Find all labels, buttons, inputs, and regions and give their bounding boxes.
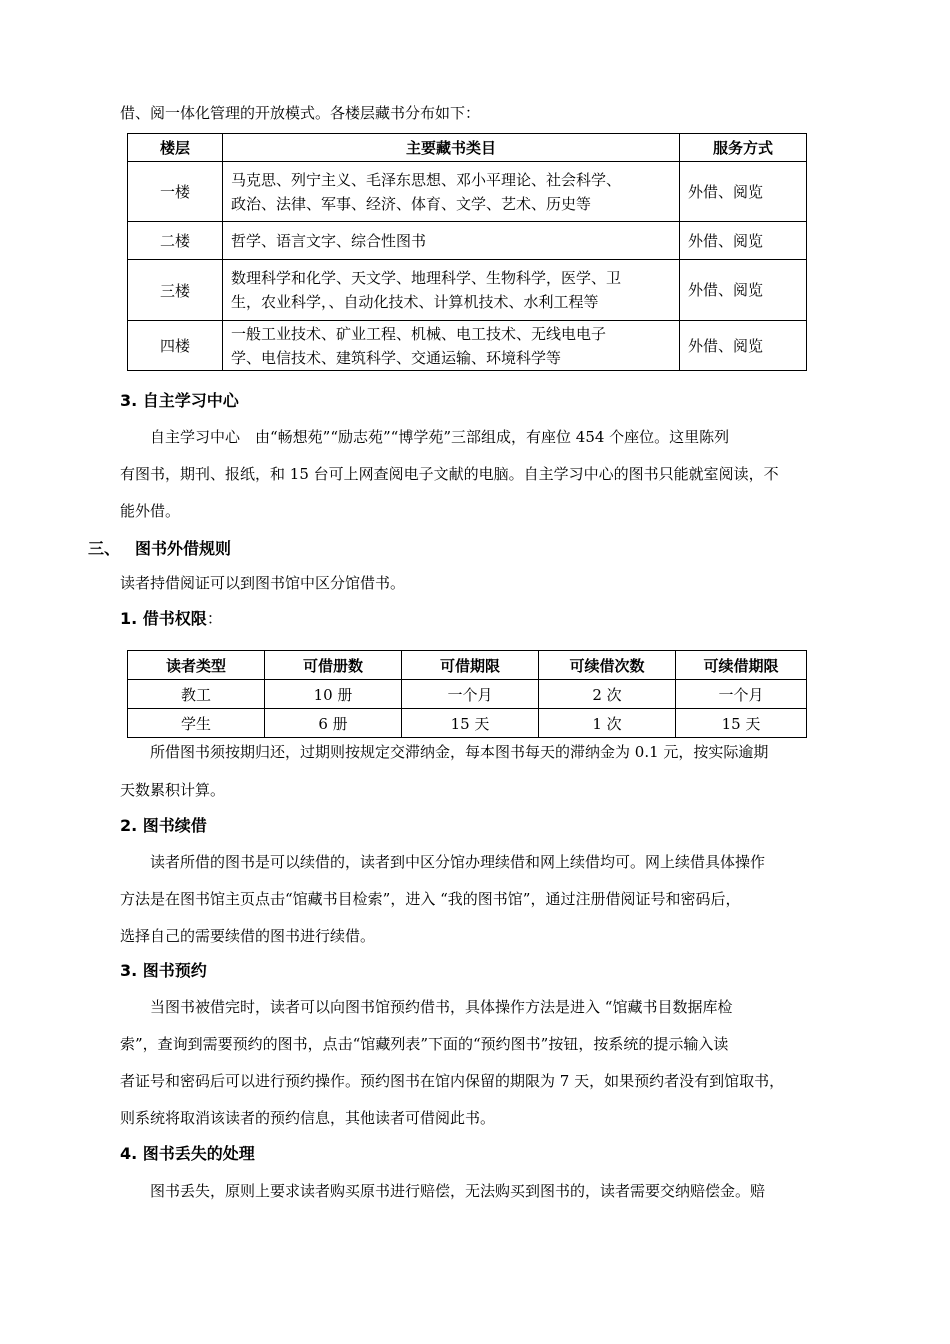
table-header: 可借册数 <box>265 651 402 680</box>
cell-line: 哲学、语言文字、综合性图书 <box>231 231 427 250</box>
paragraph-line: 选择自己的需要续借的图书进行续借。 <box>120 927 376 945</box>
paragraph-line: 读者所借的图书是可以续借的，读者到中区分馆办理续借和网上续借均可。网上续借具体操作 <box>150 853 766 871</box>
table-cell: 2 次 <box>539 680 676 709</box>
section-heading: 4. 图书丢失的处理 <box>120 1144 255 1163</box>
cell-line: 学、电信技术、建筑科学、交通运输、环境科学等 <box>231 348 562 367</box>
paragraph-line: 所借图书须按期归还，过期则按规定交滞纳金，每本图书每天的滞纳金为 0.1 元，按实际逾期 <box>150 743 769 761</box>
intro-line: 借、阅一体化管理的开放模式。各楼层藏书分布如下： <box>120 104 481 122</box>
cell-line: 数理科学和化学、天文学、地理科学、生物科学，医学、卫 <box>231 269 622 287</box>
table-row <box>128 680 807 709</box>
table-header: 可续借期限 <box>676 651 807 680</box>
table-cell: 10 册 <box>265 680 402 709</box>
table-cell: 1 次 <box>539 709 676 738</box>
table-cell: 一个月 <box>676 680 807 709</box>
paragraph-line: 有图书，期刊、报纸，和 15 台可上网查阅电子文献的电脑。自主学习中心的图书只能就室阅读，不 <box>120 465 779 483</box>
section-heading: 3. 自主学习中心 <box>120 391 239 410</box>
table-cell: 6 册 <box>265 709 402 738</box>
paragraph-line: 方法是在图书馆主页点击“馆藏书目检索”，进入 “我的图书馆”，通过注册借阅证号和密码后， <box>120 890 741 908</box>
cell-line: 政治、法律、军事、经济、体育、文学、艺术、历史等 <box>231 194 592 213</box>
table-row <box>128 260 807 321</box>
floor-cell: 二楼 <box>128 222 223 260</box>
floor-cell: 四楼 <box>128 321 223 371</box>
floor-table <box>127 133 807 371</box>
table-header: 主要藏书类目 <box>223 134 680 162</box>
paragraph-line: 则系统将取消该读者的预约信息，其他读者可借阅此书。 <box>120 1109 496 1127</box>
categories-cell <box>223 260 680 321</box>
paragraph-line: 索”，查询到需要预约的图书，点击“馆藏列表”下面的“预约图书”按钮，按系统的提示输入读 <box>120 1035 729 1053</box>
table-cell: 15 天 <box>676 709 807 738</box>
part-heading: 图书外借规则 <box>135 539 232 558</box>
part-number: 三、 <box>88 539 121 558</box>
paragraph-line: 天数累积计算。 <box>120 781 226 799</box>
table-row <box>128 162 807 222</box>
paragraph-line: 图书丢失，原则上要求读者购买原书进行赔偿，无法购买到图书的，读者需要交纳赔偿金。赔 <box>150 1182 766 1200</box>
service-cell: 外借、阅览 <box>680 162 807 222</box>
table-header: 楼层 <box>128 134 223 162</box>
paragraph-line: 者证号和密码后可以进行预约操作。预约图书在馆内保留的期限为 7 天，如果预约者没有到馆取书， <box>120 1072 785 1090</box>
table-header: 可续借次数 <box>539 651 676 680</box>
floor-cell: 一楼 <box>128 162 223 222</box>
cell-line: 马克思、列宁主义、毛泽东思想、邓小平理论、社会科学、 <box>231 170 622 189</box>
table-header: 可借期限 <box>402 651 539 680</box>
table-cell: 学生 <box>128 709 265 738</box>
table-cell: 一个月 <box>402 680 539 709</box>
table-header: 服务方式 <box>680 134 807 162</box>
heading-colon: ： <box>206 609 223 628</box>
table-row <box>128 709 807 738</box>
paragraph-line: 能外借。 <box>120 502 181 520</box>
cell-line: 一般工业技术、矿业工程、机械、电工技术、无线电电子 <box>231 324 607 343</box>
categories-cell <box>223 222 680 260</box>
categories-cell <box>223 162 680 222</box>
cell-line: 生，农业科学，、自动化技术、计算机技术、水利工程等 <box>231 293 599 311</box>
section-heading <box>120 606 223 629</box>
floor-cell: 三楼 <box>128 260 223 321</box>
paragraph-line: 当图书被借完时，读者可以向图书馆预约借书，具体操作方法是进入 “馆藏书目数据库检 <box>150 998 733 1016</box>
table-header: 读者类型 <box>128 651 265 680</box>
section-heading: 3. 图书预约 <box>120 961 207 980</box>
paragraph-line: 读者持借阅证可以到图书馆中区分馆借书。 <box>120 574 406 592</box>
section-heading: 2. 图书续借 <box>120 816 207 835</box>
table-cell: 15 天 <box>402 709 539 738</box>
table-row <box>128 222 807 260</box>
table-cell: 教工 <box>128 680 265 709</box>
service-cell: 外借、阅览 <box>680 222 807 260</box>
table-row <box>128 321 807 371</box>
service-cell: 外借、阅览 <box>680 321 807 371</box>
borrow-limits-table <box>127 650 807 738</box>
heading-text: 1. 借书权限 <box>120 609 207 628</box>
service-cell: 外借、阅览 <box>680 260 807 321</box>
paragraph-line: 自主学习中心 由“畅想苑”“励志苑”“博学苑”三部组成，有座位 454 个座位。这里陈列 <box>150 428 730 446</box>
categories-cell <box>223 321 680 371</box>
